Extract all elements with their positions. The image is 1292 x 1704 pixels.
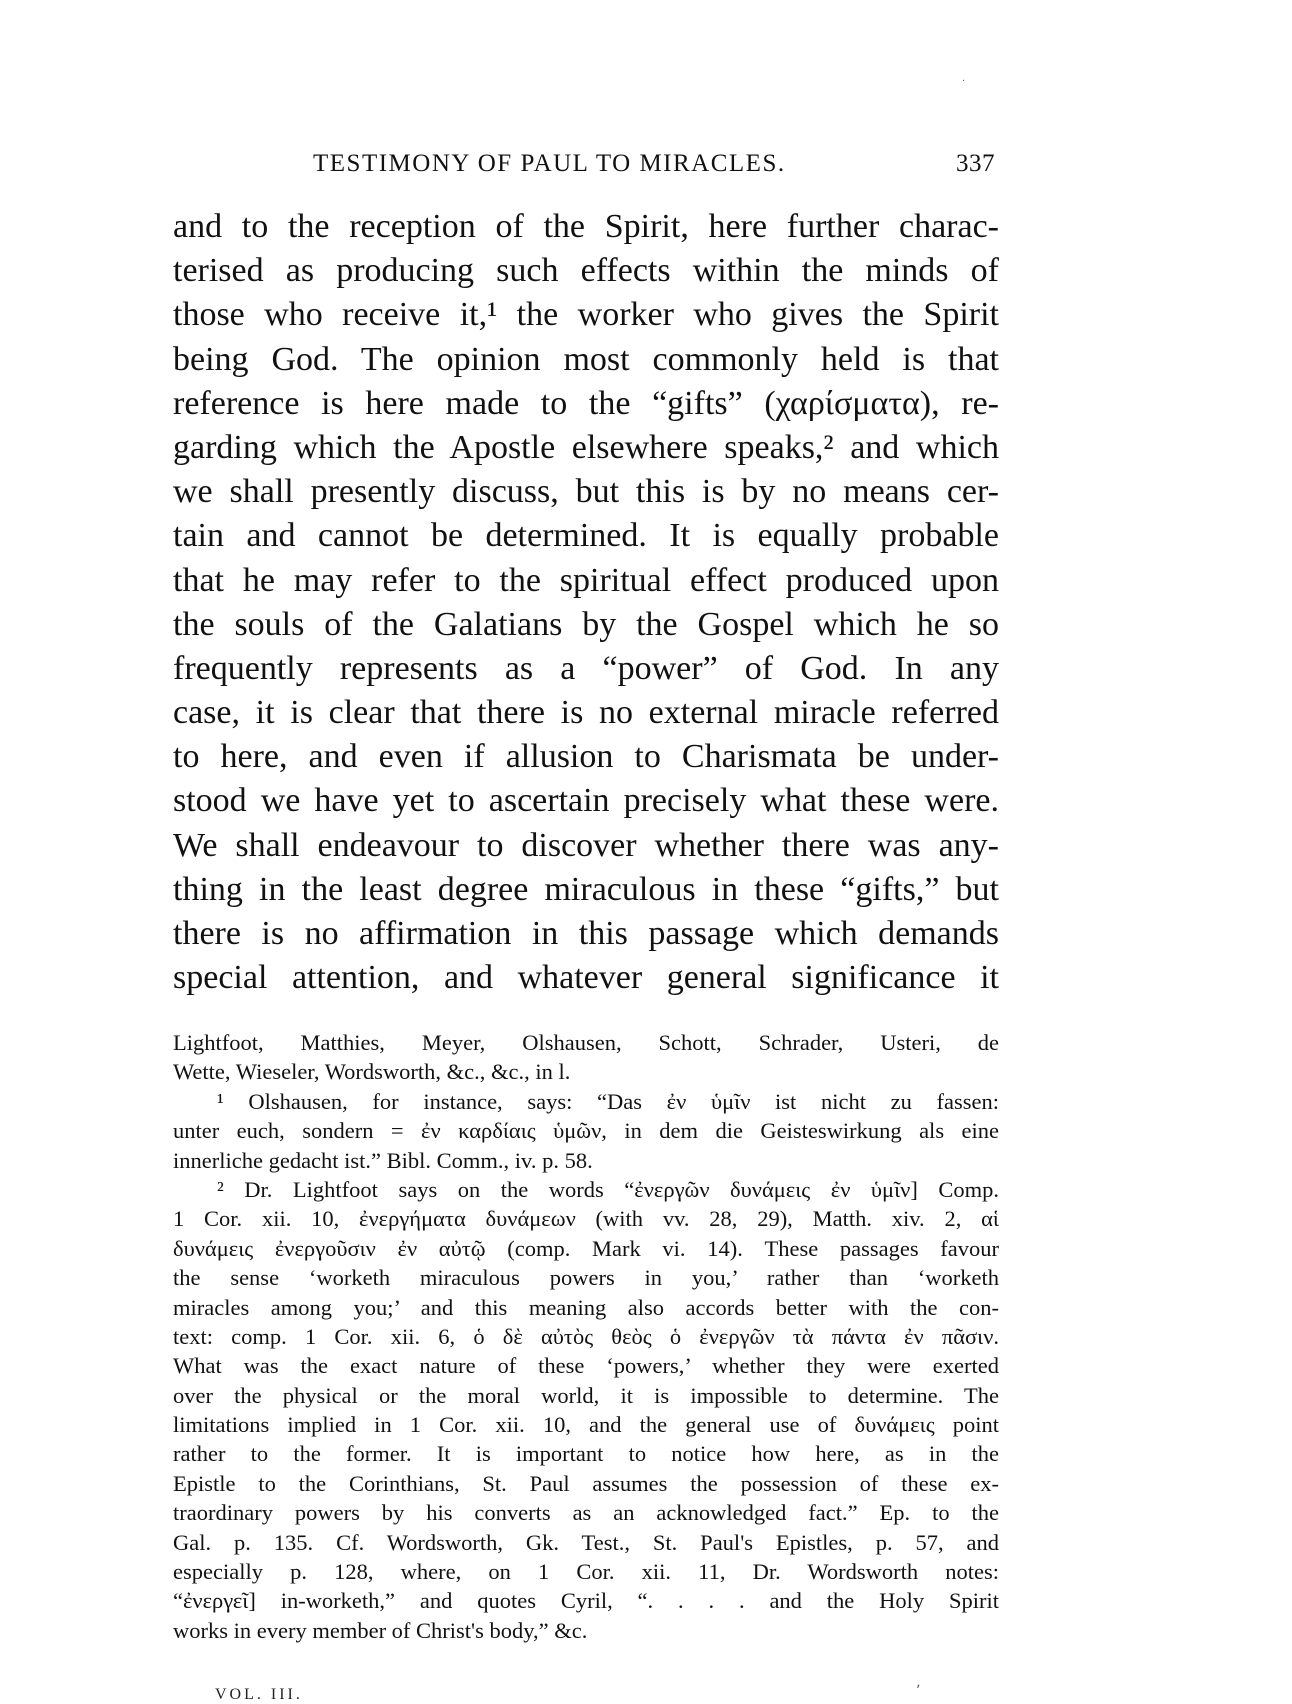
running-title: TESTIMONY OF PAUL TO MIRACLES.	[313, 150, 786, 177]
footnote-line: Wette, Wieseler, Wordsworth, &c., &c., in l.	[173, 1059, 571, 1085]
body-line: terised as producing such effects within the minds of	[173, 252, 999, 290]
body-line: stood we have yet to ascertain precisely what these were.	[173, 782, 999, 820]
body-line: We shall endeavour to discover whether there was any-	[173, 826, 999, 864]
footnote-2-line: δυνάμεις ἐνεργοῦσιν ἐν αὐτῷ (comp. Mark vi. 14). These passages favour	[173, 1235, 999, 1261]
body-line: we shall presently discuss, but this is by no means cer-	[173, 473, 999, 511]
body-line: there is no affirmation in this passage which demands	[173, 915, 999, 952]
footnote-1-line: unter euch, sondern = ἐν καρδίαις ὑμῶν, in dem die Geisteswirkung als eine	[173, 1118, 999, 1144]
footnote-2-line: traordinary powers by his converts as an acknowledged fact.” Ep. to the	[173, 1500, 999, 1526]
signature-mark: ʼ	[916, 1683, 921, 1699]
footnote-2-line: works in every member of Christ's body,” &c.	[173, 1617, 588, 1643]
body-line: case, it is clear that there is no external miracle referred	[173, 694, 999, 732]
body-line: those who receive it,¹ the worker who gives the Spirit	[173, 296, 999, 334]
footnote-1-line: ¹ Olshausen, for instance, says: “Das ἐν ὑμῖν ist nicht zu fassen:	[217, 1088, 999, 1114]
running-head	[175, 150, 995, 184]
body-line: that he may refer to the spiritual effect produced upon	[173, 561, 999, 599]
footnote-2-line: What was the exact nature of these ‘powers,’ whether they were exerted	[173, 1353, 999, 1379]
body-line: frequently represents as a “power” of God. In any	[173, 649, 999, 687]
body-line: thing in the least degree miraculous in these “gifts,” but	[173, 870, 999, 908]
footnote-2-line: rather to the former. It is important to notice how here, as in the	[173, 1441, 999, 1467]
stray-print-mark: ·	[962, 76, 966, 87]
footnote-1-line: innerliche gedacht ist.” Bibl. Comm., iv. p. 58.	[173, 1147, 593, 1173]
footnote-2-line: miracles among you;’ and this meaning also accords better with the con-	[173, 1294, 999, 1320]
body-line: reference is here made to the “gifts” (χαρίσματα), re-	[173, 384, 999, 422]
page-number: 337	[956, 150, 995, 177]
body-line: garding which the Apostle elsewhere speaks,² and which	[173, 428, 999, 466]
footnote-2-line: over the physical or the moral world, it is impossible to determine. The	[173, 1382, 999, 1408]
body-text	[173, 205, 999, 1000]
footnotes	[173, 1028, 999, 1645]
footnote-2-line: limitations implied in 1 Cor. xii. 10, and the general use of δυνάμεις point	[173, 1412, 999, 1438]
body-line: and to the reception of the Spirit, here further charac-	[173, 208, 999, 245]
body-line: tain and cannot be determined. It is equally probable	[173, 517, 999, 555]
footnote-2-line: “ἐνεργεῖ] in-worketh,” and quotes Cyril, “. . . . and the Holy Spirit	[173, 1588, 999, 1614]
footnote-2-line: text: comp. 1 Cor. xii. 6, ὁ δὲ αὐτὸς θεὸς ὁ ἐνεργῶν τὰ πάντα ἐν πᾶσιν.	[173, 1323, 999, 1349]
footnote-2-line: Epistle to the Corinthians, St. Paul assumes the possession of these ex-	[173, 1470, 999, 1496]
volume-signature: VOL. III.	[215, 1686, 303, 1703]
footnote-2-line: Gal. p. 135. Cf. Wordsworth, Gk. Test., St. Paul's Epistles, p. 57, and	[173, 1529, 999, 1555]
body-line: special attention, and whatever general significance it	[173, 959, 999, 997]
footnote-2-line: especially p. 128, where, on 1 Cor. xii. 11, Dr. Wordsworth notes:	[173, 1559, 999, 1585]
footnote-2-line: the sense ‘worketh miraculous powers in you,’ rather than ‘worketh	[173, 1265, 999, 1291]
body-line: the souls of the Galatians by the Gospel which he so	[173, 605, 999, 643]
body-line: to here, and even if allusion to Charismata be under-	[173, 738, 999, 776]
footnote-2-line: 1 Cor. xii. 10, ἐνεργήματα δυνάμεων (with vv. 28, 29), Matth. xiv. 2, αἱ	[173, 1206, 999, 1232]
footnote-line: Lightfoot, Matthies, Meyer, Olshausen, Schott, Schrader, Usteri, de	[173, 1030, 999, 1055]
footnote-2-line: ² Dr. Lightfoot says on the words “ἐνεργῶν δυνάμεις ἐν ὑμῖν] Comp.	[217, 1176, 999, 1202]
body-line: being God. The opinion most commonly held is that	[173, 340, 999, 378]
